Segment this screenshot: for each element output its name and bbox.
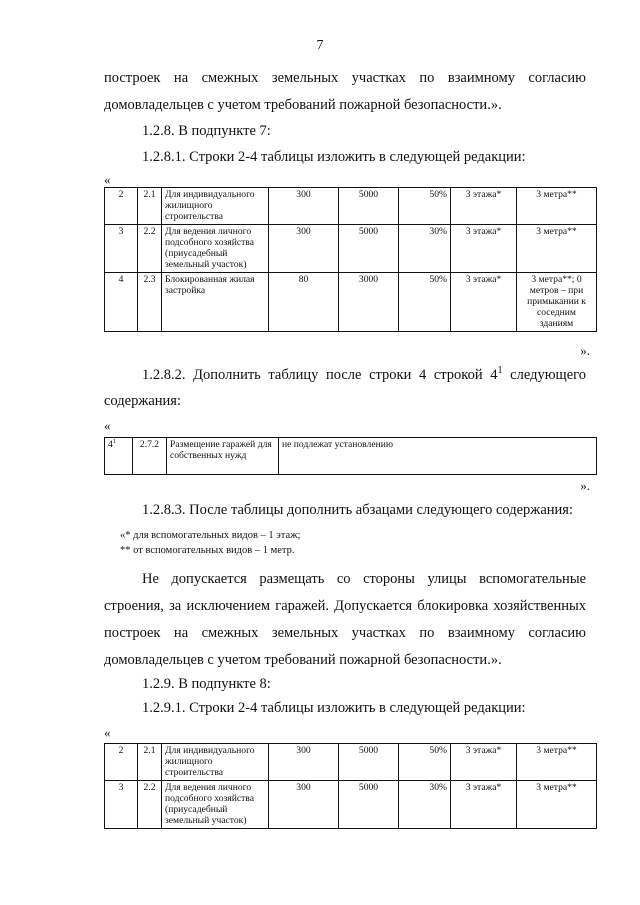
- cell-num: 3: [105, 781, 138, 829]
- cell-name: Для индивидуального жилищного строительства: [162, 188, 269, 225]
- table2-num: $4^1$: [105, 438, 133, 475]
- table-row: [105, 744, 597, 781]
- paragraph-1-line-2: домовладельцев с учетом требований пожарной безопасности.».: [104, 97, 502, 113]
- quote-open-3: «: [104, 725, 111, 740]
- cell-name: Для ведения личного подсобного хозяйства (приусадебный земельный участок): [162, 781, 269, 829]
- quote-open-1: «: [104, 172, 111, 187]
- cell-max-area: 5000: [339, 781, 399, 829]
- heading-1-2-8-2-line-2: содержания:: [104, 393, 182, 409]
- cell-distance: 3 метра**: [517, 188, 597, 225]
- cell-max-area: 5000: [339, 225, 399, 273]
- cell-percent: 30%: [399, 781, 451, 829]
- cell-min-area: 80: [269, 273, 339, 332]
- cell-percent: 50%: [399, 273, 451, 332]
- cell-min-area: 300: [269, 781, 339, 829]
- paragraph-2-line-4: домовладельцев с учетом требований пожарной безопасности.».: [104, 652, 502, 668]
- cell-max-area: 3000: [339, 273, 399, 332]
- quote-close-2: ».: [580, 478, 590, 493]
- cell-percent: 30%: [399, 225, 451, 273]
- table-row: [105, 781, 597, 829]
- table-1: [104, 187, 597, 332]
- cell-floors: 3 этажа*: [451, 188, 517, 225]
- heading-1-2-9-1: 1.2.9.1. Строки 2-4 таблицы изложить в следующей редакции:: [142, 700, 526, 716]
- cell-num: 2: [105, 188, 138, 225]
- cell-min-area: 300: [269, 225, 339, 273]
- quote-open-2: «: [104, 418, 111, 433]
- cell-distance: 3 метра**: [517, 781, 597, 829]
- cell-floors: 3 этажа*: [451, 225, 517, 273]
- paragraph-2-line-1: Не допускается размещать со стороны улицы вспомогательные: [142, 571, 586, 587]
- cell-code: 2.1: [138, 188, 162, 225]
- cell-floors: 3 этажа*: [451, 744, 517, 781]
- cell-num: 4: [105, 273, 138, 332]
- quote-close-1: ».: [580, 343, 590, 358]
- note-2: ** от вспомогательных видов – 1 метр.: [120, 545, 295, 556]
- cell-name: Для индивидуального жилищного строительства: [162, 744, 269, 781]
- heading-1-2-8-1: 1.2.8.1. Строки 2-4 таблицы изложить в следующей редакции:: [142, 149, 526, 165]
- cell-num: 2: [105, 744, 138, 781]
- heading-1-2-8: 1.2.8. В подпункте 7:: [142, 123, 271, 139]
- cell-min-area: 300: [269, 744, 339, 781]
- cell-percent: 50%: [399, 188, 451, 225]
- cell-num: 3: [105, 225, 138, 273]
- cell-min-area: 300: [269, 188, 339, 225]
- table-3: [104, 743, 597, 829]
- cell-code: 2.2: [138, 781, 162, 829]
- cell-distance: 3 метра**: [517, 225, 597, 273]
- cell-code: 2.1: [138, 744, 162, 781]
- cell-name: Для ведения личного подсобного хозяйства (приусадебный земельный участок): [162, 225, 269, 273]
- table2-name: Размещение гаражей для собственных нужд: [167, 438, 279, 475]
- paragraph-2-line-2: строения, за исключением гаражей. Допускается блокировка хозяйственных: [104, 598, 586, 614]
- cell-distance: 3 метра**: [517, 744, 597, 781]
- paragraph-1-line-1: построек на смежных земельных участках по взаимному согласию: [104, 70, 586, 86]
- heading-1-2-8-3: 1.2.8.3. После таблицы дополнить абзацами следующего содержания:: [142, 502, 573, 518]
- cell-floors: 3 этажа*: [451, 781, 517, 829]
- table-row: [105, 225, 597, 273]
- cell-code: 2.3: [138, 273, 162, 332]
- table2-code: 2.7.2: [133, 438, 167, 475]
- table2-value: не подлежат установлению: [279, 438, 597, 475]
- table-row: [105, 188, 597, 225]
- table-row: [105, 438, 597, 475]
- page-number: 7: [316, 38, 324, 53]
- table-2: [104, 437, 597, 475]
- cell-distance: 3 метра**; 0 метров – при примыкании к соседним зданиям: [517, 273, 597, 332]
- paragraph-2-line-3: построек на смежных земельных участках по взаимному согласию: [104, 625, 586, 641]
- cell-code: 2.2: [138, 225, 162, 273]
- heading-1-2-8-2: 1.2.8.2. Дополнить таблицу после строки 4 строкой $4^1$ следующего: [142, 365, 586, 383]
- cell-floors: 3 этажа*: [451, 273, 517, 332]
- cell-max-area: 5000: [339, 188, 399, 225]
- cell-percent: 50%: [399, 744, 451, 781]
- table-row: [105, 273, 597, 332]
- heading-1-2-9: 1.2.9. В подпункте 8:: [142, 676, 271, 692]
- cell-max-area: 5000: [339, 744, 399, 781]
- note-1: «* для вспомогательных видов – 1 этаж;: [120, 530, 301, 541]
- cell-name: Блокированная жилая застройка: [162, 273, 269, 332]
